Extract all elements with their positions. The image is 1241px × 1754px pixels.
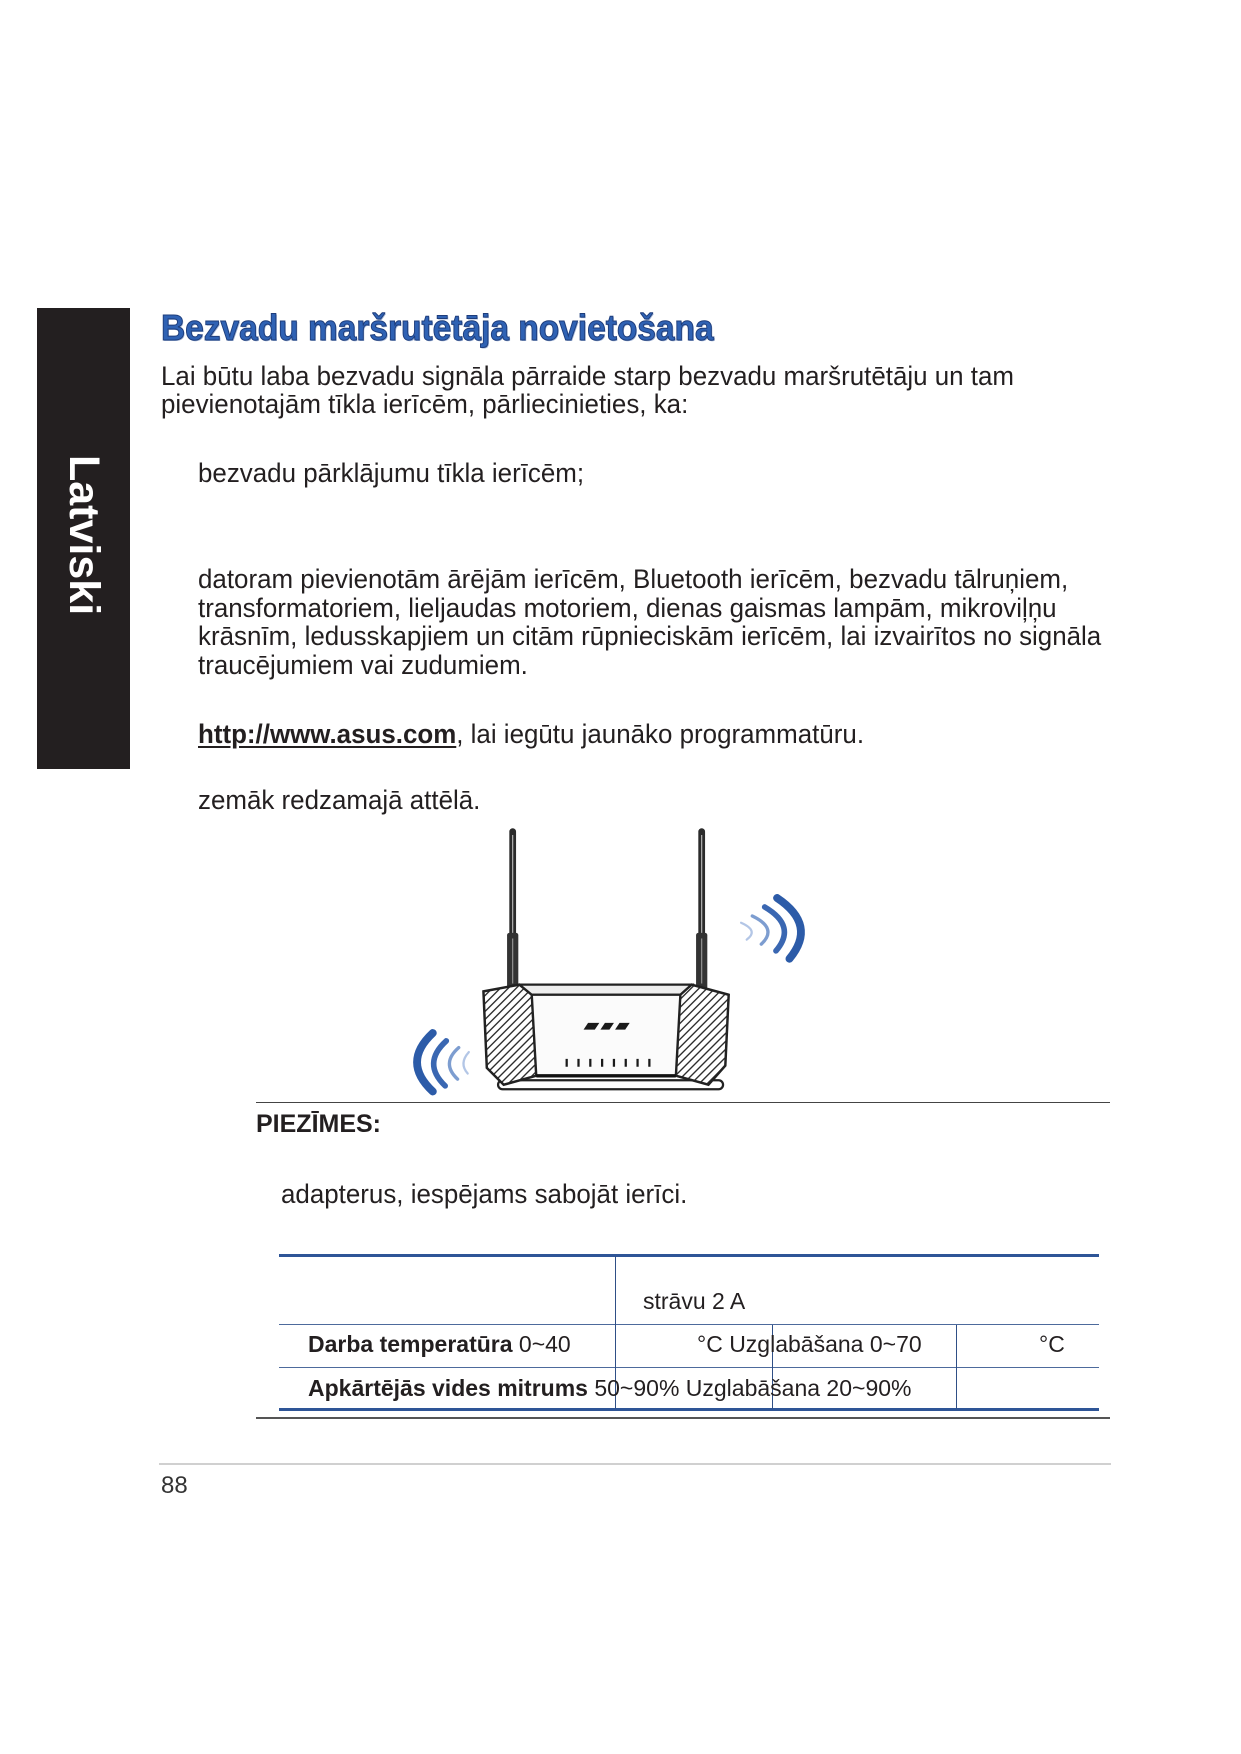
- led-indicator: [636, 1059, 638, 1067]
- notes-heading: PIEZĪMES:: [256, 1110, 382, 1138]
- led-indicator: [648, 1059, 650, 1067]
- table-cell: 0~40: [512, 1331, 571, 1357]
- notes-text: adapterus, iespējams sabojāt ierīci.: [281, 1179, 688, 1209]
- brand-logo: [584, 1023, 630, 1030]
- list-item-2-line-2: transformatoriem, lieljaudas motoriem, dienas gaismas lampām, mikroviļņu: [198, 593, 1057, 623]
- language-tab-label: Latviski: [60, 455, 108, 616]
- list-item-1: bezvadu pārklājumu tīkla ierīcēm;: [198, 458, 585, 488]
- antenna-icon: [507, 828, 518, 989]
- list-item-2-line-3: krāsnīm, ledusskapjiem un citām rūpnieciskām ierīcēm, lai izvairītos no signāla: [198, 621, 1102, 651]
- page-number: 88: [161, 1472, 188, 1499]
- table-row-divider: [279, 1324, 1099, 1325]
- led-indicator: [589, 1059, 591, 1067]
- footer-rule: [159, 1463, 1111, 1465]
- signal-wave-inner: [741, 923, 752, 940]
- intro-line-2: pievienotajām tīkla ierīcēm, pārliecinieties, ka:: [161, 389, 689, 419]
- led-indicator: [577, 1059, 579, 1067]
- asus-website-link[interactable]: http://www.asus.com: [198, 719, 457, 749]
- router-left-vent: [483, 985, 536, 1085]
- table-cell: °C: [1039, 1331, 1065, 1357]
- wifi-signal-icon: [741, 898, 801, 959]
- language-tab: [37, 308, 130, 769]
- signal-wave: [752, 916, 768, 944]
- router-icon: [399, 826, 812, 1096]
- table-row: [308, 1331, 571, 1357]
- signal-wave: [434, 1041, 447, 1086]
- table-bottom-rule: [279, 1408, 1099, 1411]
- table-row-label: Darba temperatūra: [308, 1331, 513, 1357]
- router-right-vent: [676, 985, 729, 1085]
- list-item-4: zemāk redzamajā attēlā.: [198, 785, 481, 815]
- signal-wave-outer: [417, 1033, 433, 1092]
- table-cell: strāvu 2 A: [643, 1288, 746, 1314]
- notes-divider: [256, 1102, 1110, 1103]
- table-row: [308, 1375, 911, 1401]
- signal-wave: [449, 1048, 458, 1080]
- wifi-signal-icon: [417, 1033, 469, 1092]
- router-base: [498, 1080, 723, 1089]
- table-row-divider: [279, 1367, 1099, 1368]
- led-indicator: [625, 1059, 627, 1067]
- list-item-3-text: , lai iegūtu jaunāko programmatūru.: [456, 719, 865, 749]
- router-front-panel: [532, 995, 681, 1076]
- led-indicator: [566, 1059, 568, 1067]
- antenna-icon: [696, 828, 707, 989]
- router-top-bevel: [519, 985, 691, 995]
- list-item-3: [198, 719, 864, 749]
- section-end-rule: [256, 1417, 1110, 1419]
- list-item-2-line-4: traucējumiem vai zudumiem.: [198, 650, 528, 680]
- led-indicator: [613, 1059, 615, 1067]
- led-indicator: [601, 1059, 603, 1067]
- table-cell: °C Uzglabāšana 0~70: [697, 1331, 922, 1357]
- table-row-label: Apkārtējās vides mitrums: [308, 1375, 588, 1401]
- intro-line-1: Lai būtu laba bezvadu signāla pārraide starp bezvadu maršrutētāju un tam: [161, 361, 1015, 391]
- signal-wave-outer: [777, 898, 801, 959]
- table-top-rule: [279, 1254, 1099, 1257]
- list-item-2-line-1: datoram pievienotām ārējām ierīcēm, Bluetooth ierīcēm, bezvadu tālruņiem,: [198, 564, 1069, 594]
- section-title: Bezvadu maršrutētāja novietošana: [161, 307, 714, 348]
- signal-wave-inner: [463, 1052, 468, 1073]
- table-cell: 50~90% Uzglabāšana 20~90%: [587, 1375, 912, 1401]
- table-column-divider: [956, 1325, 957, 1409]
